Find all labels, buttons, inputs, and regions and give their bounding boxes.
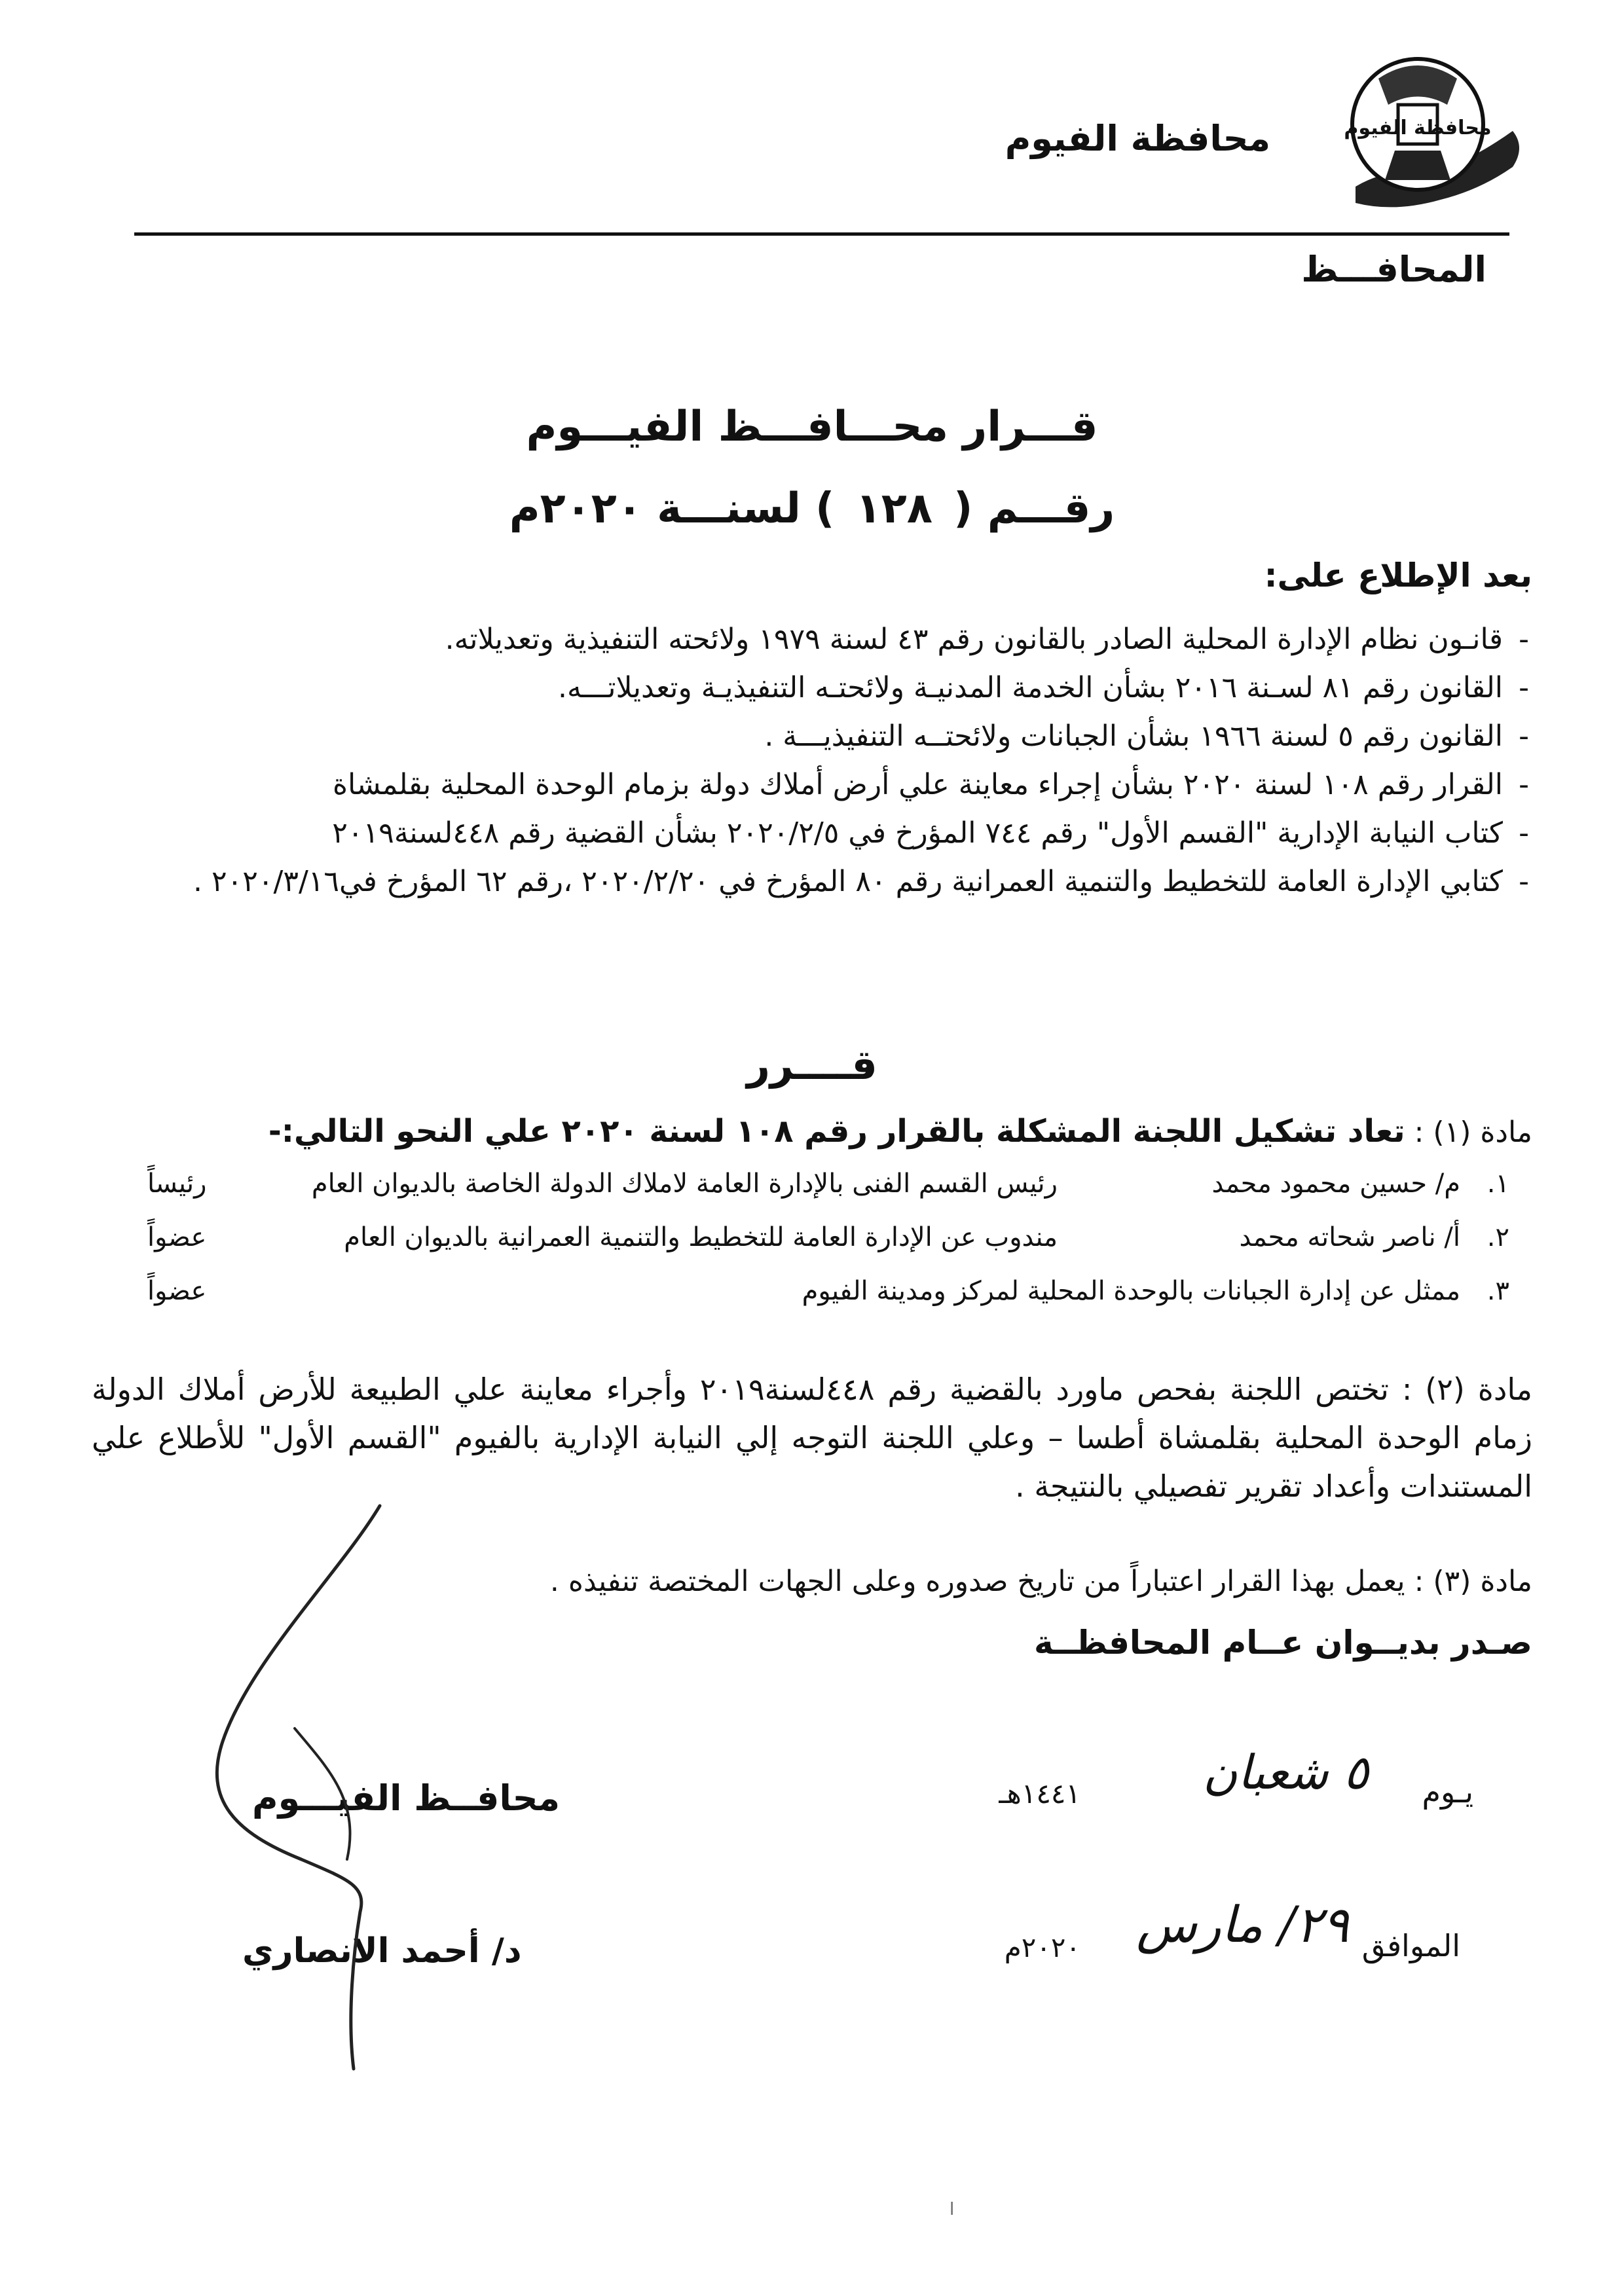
decree-title: قـــرار محـــافـــظ الفيـــوم xyxy=(526,403,1098,451)
recitals-heading: بعد الإطلاع على: xyxy=(1264,556,1532,594)
decree-number xyxy=(0,484,1624,533)
member-description: رئيس القسم الفنى بالإدارة العامة لاملاك الدولة الخاصة بالديوان العام xyxy=(311,1169,1058,1199)
recitals-list xyxy=(88,615,1529,906)
member-index: ١. xyxy=(1486,1169,1509,1199)
header-divider xyxy=(134,232,1509,236)
decree-number-suffix: ) لسنـــة ٢٠٢٠م xyxy=(509,484,835,533)
page-mark: ا xyxy=(950,2200,955,2219)
article-3-label: مادة (٣) : xyxy=(1414,1565,1532,1598)
gregorian-date-handwritten: ٢٩/ مارس xyxy=(1136,1895,1349,1954)
gregorian-year: ٢٠٢٠م xyxy=(1004,1931,1080,1963)
article-1-text: تعاد تشكيل اللجنة المشكلة بالقرار رقم ١٠٨ لسنة ٢٠٢٠ علي النحو التالي:- xyxy=(268,1113,1405,1150)
member-index: ٣. xyxy=(1486,1276,1509,1306)
article-3 xyxy=(550,1565,1532,1598)
recital-item: - القانون رقم ٥ لسنة ١٩٦٦ بشأن الجبانات ولائحتــه التنفيذيـــة . xyxy=(88,712,1529,761)
governorate-logo xyxy=(1316,33,1532,229)
decision-heading: قــــرر xyxy=(747,1041,877,1089)
corresponding-label: الموافق xyxy=(1361,1928,1460,1963)
member-description: مندوب عن الإدارة العامة للتخطيط والتنمية العمرانية بالديوان العام xyxy=(344,1222,1058,1252)
article-2-label: مادة (٢) : xyxy=(1401,1372,1532,1407)
member-index: ٢. xyxy=(1486,1222,1509,1252)
governorate-name: محافظة الفيوم xyxy=(1005,118,1270,159)
day-label: يـوم xyxy=(1422,1774,1473,1810)
article-3-text: يعمل بهذا القرار اعتباراً من تاريخ صدوره وعلى الجهات المختصة تنفيذه . xyxy=(549,1565,1405,1598)
issued-at: صـدر بديــوان عــام المحافظــة xyxy=(1033,1624,1532,1662)
member-name: أ/ ناصر شحاته محمد xyxy=(1239,1222,1460,1252)
office-title: المحافـــظ xyxy=(1301,249,1486,290)
recital-item: - القانون رقم ٨١ لسـنة ٢٠١٦ بشأن الخدمة المدنيـة ولائحتـه التنفيذيـة وتعديلاتـــه. xyxy=(88,664,1529,712)
article-1-label: مادة (١) : xyxy=(1414,1116,1532,1149)
member-role: رئيساً xyxy=(147,1169,207,1199)
member-name: م/ حسين محمود محمد xyxy=(1211,1169,1460,1199)
committee-members xyxy=(147,1169,1509,1330)
decree-number-value: ١٢٨ xyxy=(855,484,932,533)
member-role: عضواً xyxy=(147,1222,207,1252)
article-2-text: تختص اللجنة بفحص ماورد بالقضية رقم ٤٤٨لسنة٢٠١٩ وأجراء معاينة علي الطبيعة للأرض أملاك الدولة زمام الوحدة المحلية بقلمشاة أطسا – وعلي اللجنة التوجه إلي النيابة الإدارية بالفيوم "القسم الأول" للأطلاع علي المستندات وأعداد تقرير تفصيلي بالنتيجة . xyxy=(92,1372,1532,1504)
hijri-date-handwritten: ٥ شعبان xyxy=(1202,1745,1369,1800)
committee-member xyxy=(147,1276,1509,1330)
recital-item: - كتابي الإدارة العامة للتخطيط والتنمية العمرانية رقم ٨٠ المؤرخ في ٢٠٢٠/٢/٢٠ ،رقم ٦٢ المؤرخ في٢٠٢٠/٣/١٦ . xyxy=(88,858,1529,906)
committee-member xyxy=(147,1169,1509,1222)
handwritten-signature xyxy=(196,1493,419,2082)
member-role: عضواً xyxy=(147,1276,207,1306)
recital-item: - كتاب النيابة الإدارية "القسم الأول" رقم ٧٤٤ المؤرخ في ٢٠٢٠/٢/٥ بشأن القضية رقم ٤٤٨لسنة٢٠١٩ xyxy=(88,809,1529,858)
member-name: ممثل عن إدارة الجبانات بالوحدة المحلية لمركز ومدينة الفيوم xyxy=(802,1276,1460,1306)
committee-member xyxy=(147,1222,1509,1276)
decree-number-prefix: رقـــم ( xyxy=(953,484,1115,533)
recital-item: - القرار رقم ١٠٨ لسنة ٢٠٢٠ بشأن إجراء معاينة علي أرض أملاك دولة بزمام الوحدة المحلية بقلمشاة xyxy=(88,761,1529,809)
article-1 xyxy=(268,1113,1532,1150)
signatory-title: محافــظ الفيـــوم xyxy=(252,1777,561,1819)
signatory-name: د/ أحمد الانصاري xyxy=(242,1931,522,1971)
article-2 xyxy=(92,1365,1532,1510)
hijri-year: ١٤٤١هـ xyxy=(999,1777,1080,1810)
recital-item: - قانـون نظام الإدارة المحلية الصادر بالقانون رقم ٤٣ لسنة ١٩٧٩ ولائحته التنفيذية وتعديلاته. xyxy=(88,615,1529,664)
svg-text:محافظة الفيوم: محافظة الفيوم xyxy=(1344,117,1492,139)
